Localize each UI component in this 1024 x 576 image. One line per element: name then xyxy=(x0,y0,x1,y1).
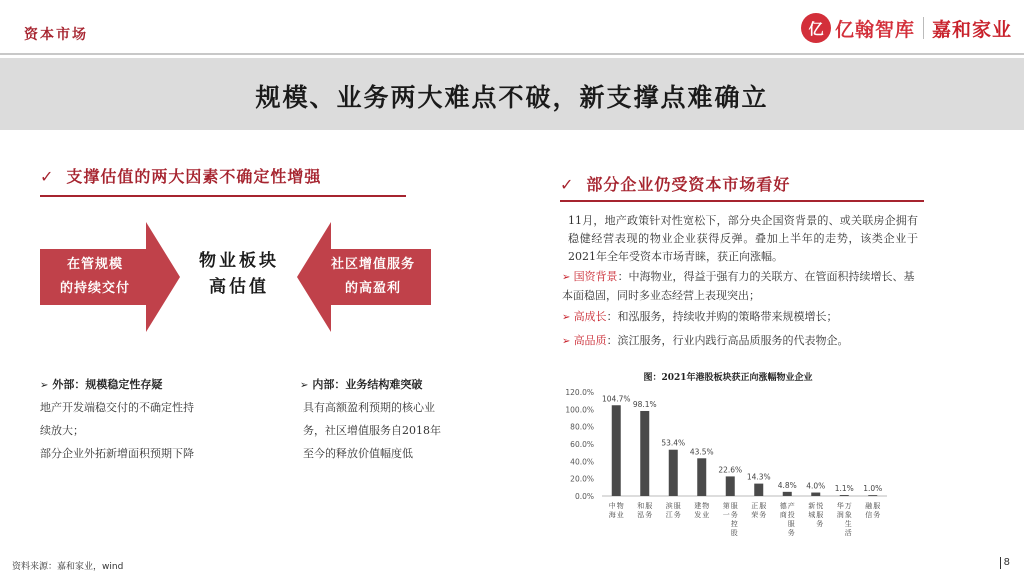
bar-value-label: 22.6% xyxy=(718,465,743,475)
gains-bar-chart xyxy=(560,382,900,552)
left-section-heading: ✓ 支撑估值的两大因素不确定性增强 xyxy=(40,167,322,186)
check-icon: ✓ xyxy=(40,167,55,186)
bar xyxy=(754,484,763,496)
bar-value-label: 104.7% xyxy=(601,394,631,404)
y-tick-label: 120.0% xyxy=(565,388,594,397)
bar xyxy=(811,493,820,496)
external-factor-title: ➢ 外部：规模稳定性存疑 xyxy=(40,378,163,391)
bar-value-label: 53.4% xyxy=(661,438,686,448)
y-tick-label: 20.0% xyxy=(570,474,594,484)
category-label: 第一服务控股 xyxy=(722,502,738,537)
arrow-left-label: 在管规模 的持续交付 xyxy=(59,257,130,296)
y-tick-label: 100.0% xyxy=(565,405,594,415)
bar xyxy=(640,411,649,496)
category-label: 和泓服务 xyxy=(637,502,653,519)
triangle-bullet-icon: ➢ xyxy=(562,336,574,347)
section-label: 资本市场 xyxy=(24,27,88,43)
category-label: 中海物业 xyxy=(608,502,624,519)
right-section-heading: ✓ 部分企业仍受资本市场看好 xyxy=(560,175,791,194)
category-label: 建发物业 xyxy=(694,502,710,519)
bar xyxy=(726,476,735,496)
internal-factor-text: 具有高额盈利预期的核心业 务，社区增值服务自2018年 至今的释放价值幅度低 xyxy=(303,401,441,460)
bar xyxy=(868,495,877,496)
brand-logo-yihan: 亿翰智库 xyxy=(834,18,915,41)
category-label: 华润万象生活 xyxy=(836,502,852,537)
center-valuation-label: 物业板块 高估值 xyxy=(199,251,279,297)
chart-title: 图：2021年港股板块获正向涨幅物业企业 xyxy=(643,373,813,383)
footer-source: 资料来源：嘉和家业，wind xyxy=(12,562,124,572)
bar-value-label: 14.3% xyxy=(746,472,771,482)
logo-divider xyxy=(923,17,924,39)
bar-value-label: 4.0% xyxy=(806,481,826,491)
bar xyxy=(669,450,678,496)
page-title: 规模、业务两大难点不破，新支撑点难确立 xyxy=(255,83,769,112)
triangle-bullet-icon: ➢ xyxy=(40,380,49,391)
bar-value-label: 1.0% xyxy=(863,484,883,494)
external-factor-text: 地产开发端稳交付的不确定性持 续放大； 部分企业外拓新增面积预期下降 xyxy=(40,401,194,460)
y-tick-label: 80.0% xyxy=(570,422,594,432)
check-icon: ✓ xyxy=(560,175,575,194)
bullet-high-growth: ➢ 高成长：和泓服务，持续收并购的策略带来规模增长； xyxy=(562,310,838,323)
bar xyxy=(697,458,706,496)
page-number: 8 xyxy=(1000,557,1010,569)
bar-value-label: 1.1% xyxy=(834,484,854,494)
category-label: 滨江服务 xyxy=(665,502,681,519)
category-label: 德商产投服务 xyxy=(779,502,795,537)
header-divider xyxy=(0,53,1024,55)
market-summary-paragraph: 11月，地产政策针对性宽松下，部分央企国资背景的、或关联房企拥有稳健经营表现的物业企业获得反弹。叠加上半年的走势，该类企业于2021年全年受资本市场青睐，获正向涨幅。 xyxy=(568,214,918,263)
brand-logos xyxy=(801,10,1012,46)
brand-logo-jiahe: 嘉和家业 xyxy=(931,18,1012,41)
internal-factor-title: ➢ 内部：业务结构难突破 xyxy=(300,378,423,391)
right-heading-rule xyxy=(560,200,924,202)
brand-mark-icon: 亿 xyxy=(801,13,831,43)
y-tick-label: 40.0% xyxy=(570,457,594,467)
arrow-right-label: 社区增值服务 的高盈利 xyxy=(330,257,415,296)
category-label: 正荣服务 xyxy=(751,502,767,519)
y-tick-label: 60.0% xyxy=(570,440,594,449)
bar xyxy=(783,492,792,496)
bullet-state-backed: ➢ 国资背景：中海物业，得益于强有力的关联方、在管面积持续增长、基本面稳固，同时多业态经营上表现突出； xyxy=(562,270,915,302)
bar xyxy=(612,405,621,496)
bullet-high-quality: ➢ 高品质：滨江服务，行业内践行高品质服务的代表物企。 xyxy=(562,334,849,347)
y-tick-label: 0.0% xyxy=(574,492,594,501)
category-label: 新城悦服务 xyxy=(808,502,824,528)
triangle-bullet-icon: ➢ xyxy=(562,272,574,283)
bar-value-label: 98.1% xyxy=(632,399,657,409)
category-label: 融信服务 xyxy=(865,502,881,519)
bar xyxy=(840,495,849,496)
triangle-bullet-icon: ➢ xyxy=(300,380,309,391)
triangle-bullet-icon: ➢ xyxy=(562,312,574,323)
left-heading-rule xyxy=(40,195,406,197)
bar-value-label: 43.5% xyxy=(689,447,714,457)
bar-value-label: 4.8% xyxy=(777,480,797,490)
